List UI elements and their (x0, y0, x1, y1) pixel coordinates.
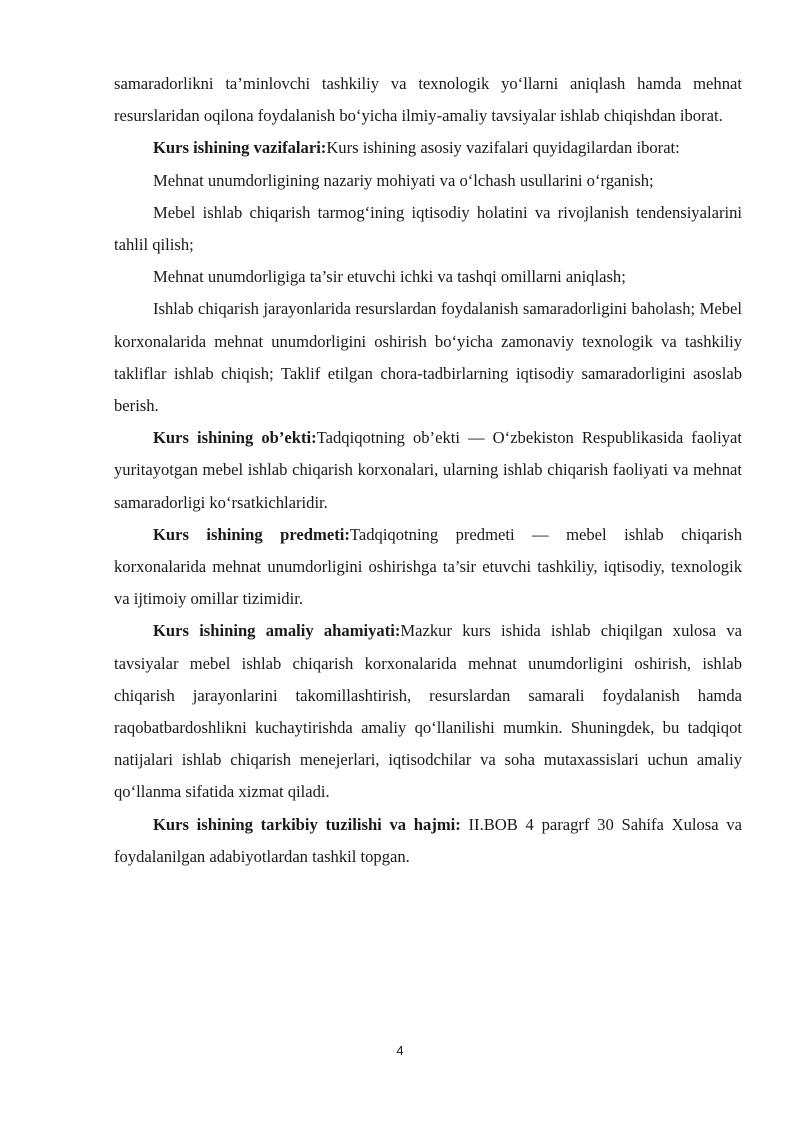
tasks-paragraph (114, 132, 742, 164)
subject-paragraph (114, 519, 742, 616)
task-item-3-text: Mehnat unumdorligiga ta’sir etuvchi ichki va tashqi omillarni aniqlash; (153, 267, 626, 287)
structure-heading: Kurs ishining tarkibiy tuzilishi va hajmi: (153, 814, 461, 834)
task-item-3 (114, 261, 742, 293)
task-item-4-text: Ishlab chiqarish jarayonlarida resurslardan foydalanish samaradorligini baholash; Mebel korxonalarida mehnat unumdorligini oshirish bo‘yicha zamonaviy texnologik va tashkiliy takliflar ishlab chiqish; Taklif etilgan chora-tadbirlarning iqtisodiy samaradorligini asoslab berish. (114, 299, 742, 416)
page-body (114, 68, 742, 873)
task-item-4 (114, 293, 742, 422)
practical-significance-paragraph (114, 615, 742, 808)
structure-paragraph (114, 809, 742, 873)
task-item-2 (114, 197, 742, 261)
practical-significance-text: Mazkur kurs ishida ishlab chiqilgan xulosa va tavsiyalar mebel ishlab chiqarish korxonalarida mehnat unumdorligini oshirish, ishlab chiqarish jarayonlarini takomillashtirish, resurslardan samarali foydalanish hamda raqobatbardoshlikni kuchaytirishda amaliy qo‘llanilishi mumkin. Shuningdek, bu tadqiqot natijalari ishlab chiqarish menejerlari, iqtisodchilar va soha mutaxassislari uchun amaliy qo‘llanma sifatida xizmat qiladi. (114, 621, 742, 802)
practical-significance-heading: Kurs ishining amaliy ahamiyati: (153, 621, 401, 641)
task-item-1-text: Mehnat unumdorligining nazariy mohiyati va o‘lchash usullarini o‘rganish; (153, 170, 654, 190)
structure-text: II.BOB 4 paragrf 30 Sahifa Xulosa va foydalanilgan adabiyotlardan tashkil topgan. (114, 814, 742, 866)
tasks-heading: Kurs ishining vazifalari: (153, 138, 327, 158)
subject-heading: Kurs ishining predmeti: (153, 524, 350, 544)
subject-text: Tadqiqotning predmeti — mebel ishlab chiqarish korxonalarida mehnat unumdorligini oshirishga ta’sir etuvchi tashkiliy, iqtisodiy, texnologik va ijtimoiy omillar tizimidir. (114, 524, 743, 609)
intro-text: samaradorlikni ta’minlovchi tashkiliy va texnologik yo‘llarni aniqlash hamda mehnat resurslaridan oqilona foydalanish bo‘yicha ilmiy-amaliy tavsiyalar ishlab chiqishdan iborat. (114, 74, 742, 126)
tasks-text: Kurs ishining asosiy vazifalari quyidagilardan iborat: (326, 138, 680, 158)
task-item-2-text: Mebel ishlab chiqarish tarmog‘ining iqtisodiy holatini va rivojlanish tendensiyalarini tahlil qilish; (114, 202, 742, 255)
object-text: Tadqiqotning ob’ekti — O‘zbekiston Respublikasida faoliyat yuritayotgan mebel ishlab chiqarish korxonalari, ularning ishlab chiqarish faoliyati va mehnat samaradorligi ko‘rsatkichlaridir. (114, 428, 742, 512)
object-heading: Kurs ishining ob’ekti: (153, 428, 317, 448)
page-number: 4 (396, 1043, 404, 1058)
task-item-1 (114, 165, 742, 197)
object-paragraph (114, 422, 742, 519)
intro-paragraph (114, 68, 742, 132)
